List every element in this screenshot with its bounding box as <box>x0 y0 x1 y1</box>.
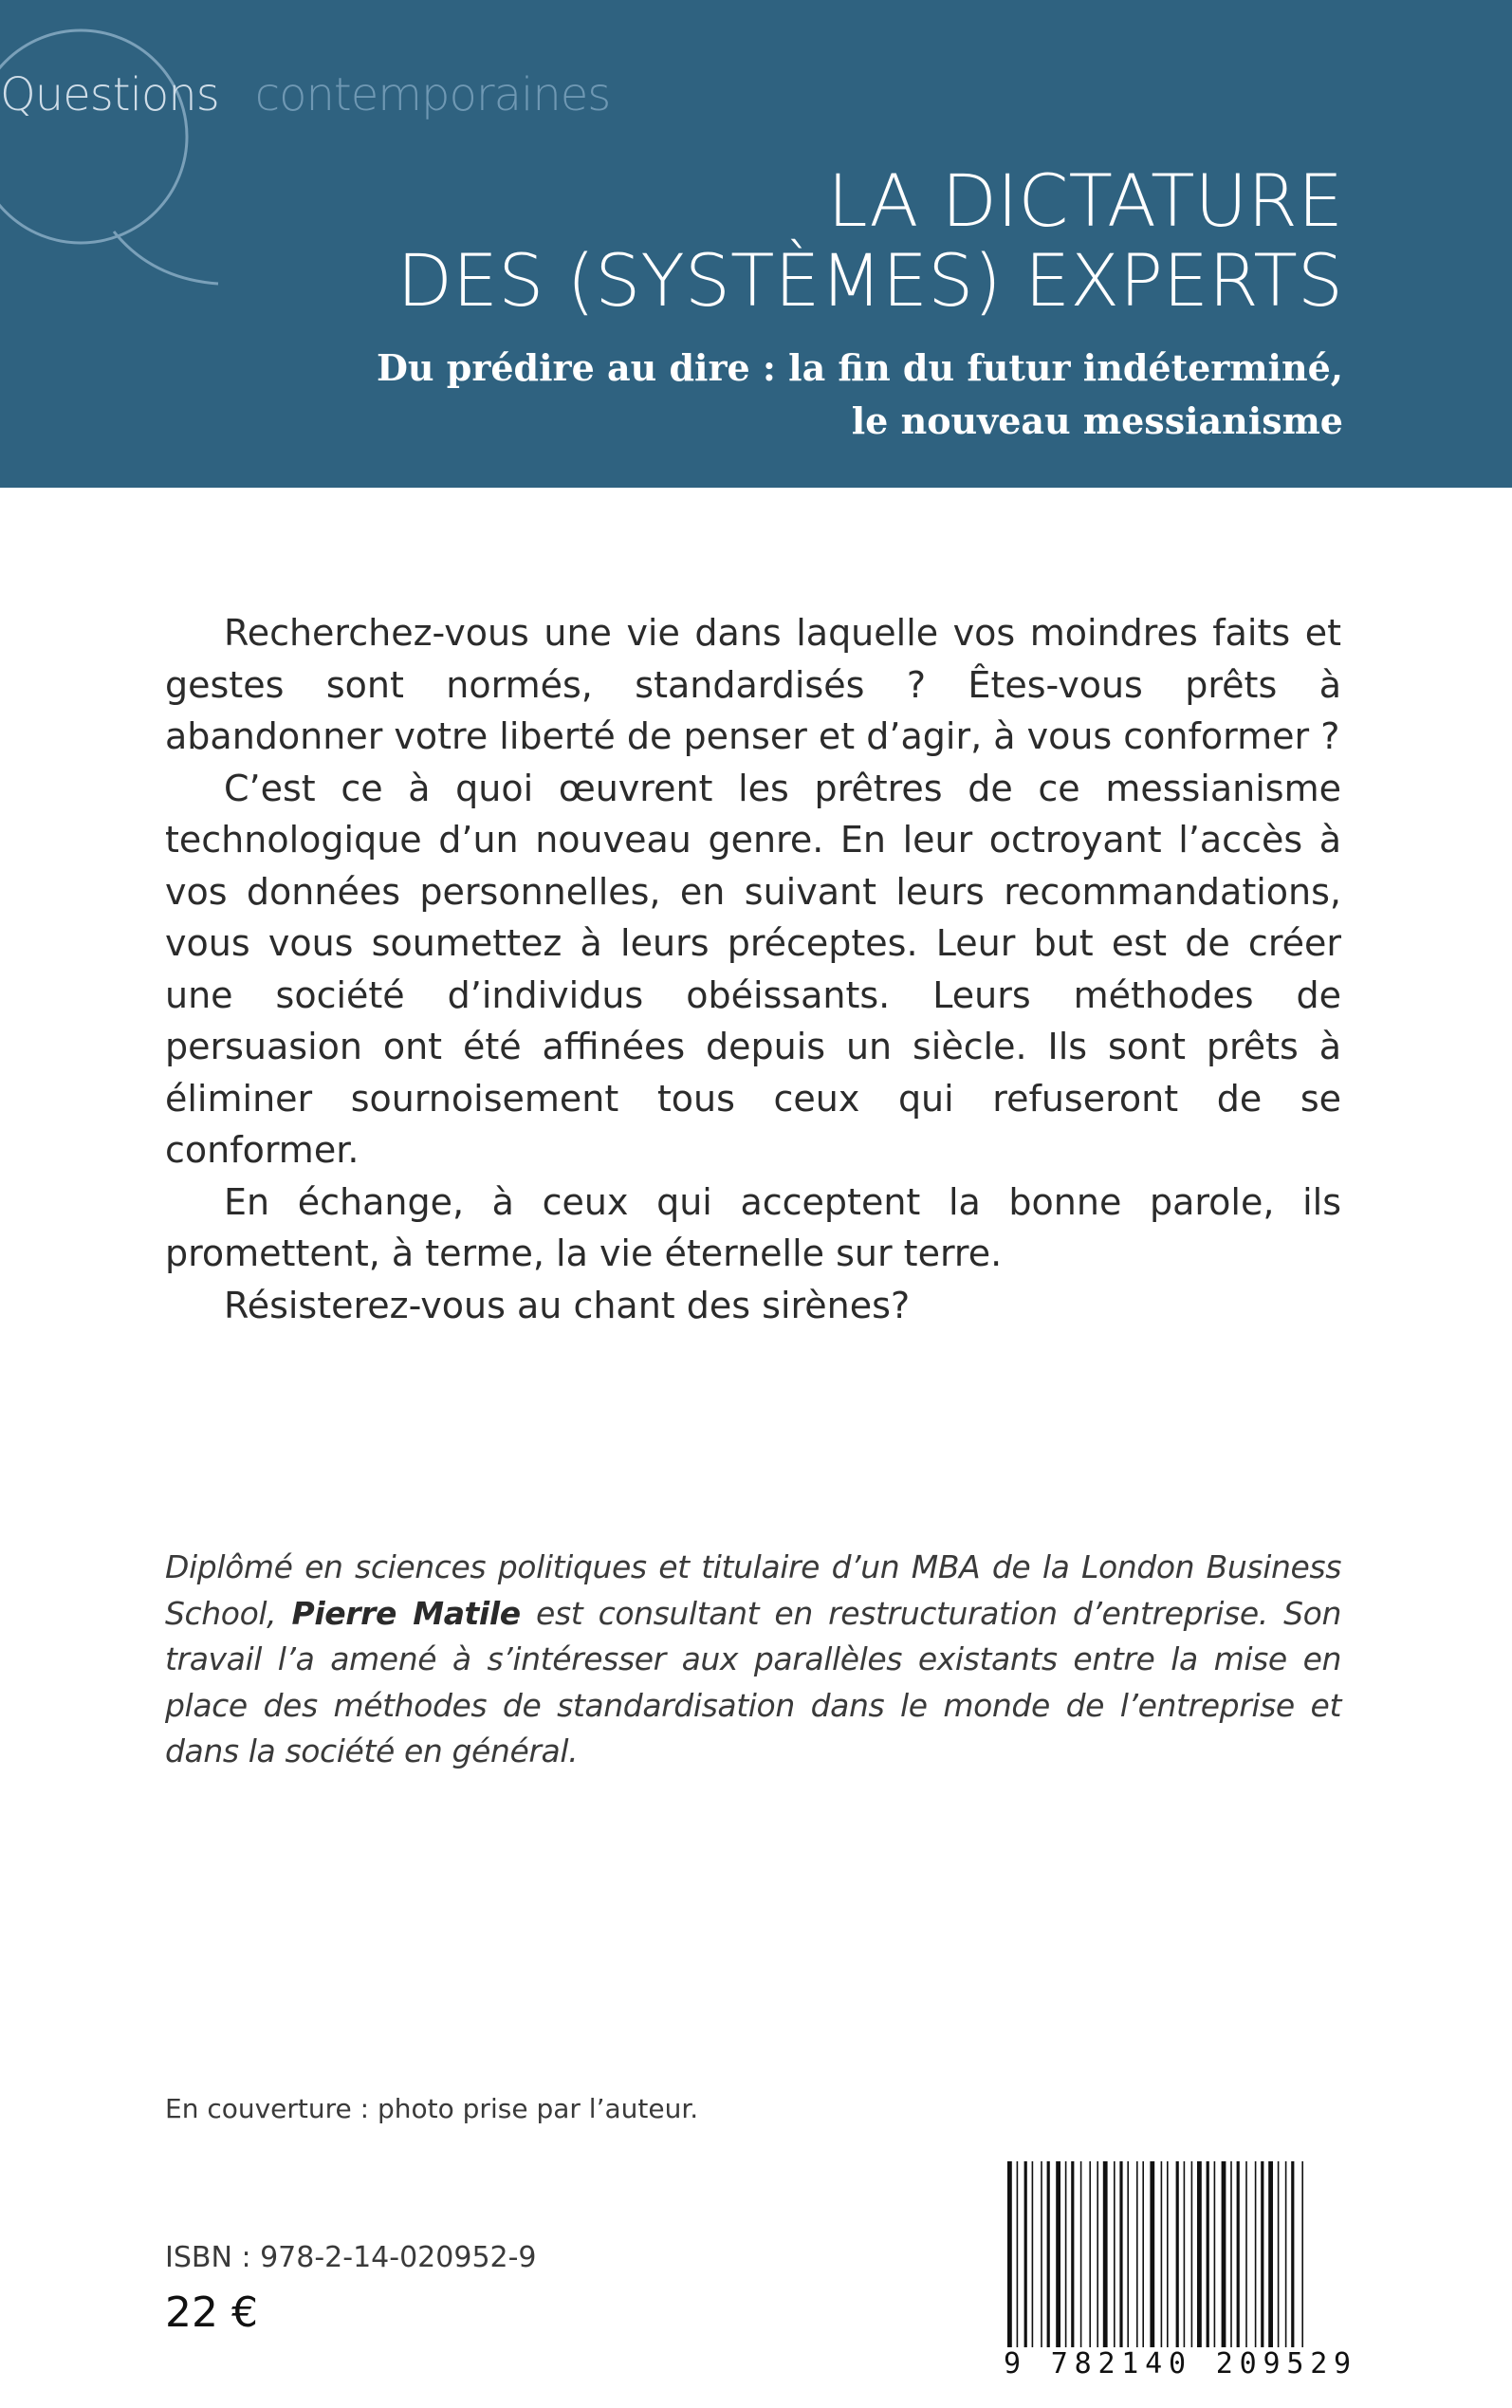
author-name: Pierre Matile <box>291 1594 521 1632</box>
author-bio-rest: est consultant en restructuration d’entreprise. Son travail l’a amené à s’intéresser aux parallèles existants entre la mise en place des méthodes de standardisation dans le monde de l’entreprise et dans la société en général. <box>165 1594 1341 1769</box>
series-name-word1: Questions <box>0 68 219 121</box>
blurb-paragraph: C’est ce à quoi œuvrent les prêtres de ce messianisme technologique d’un nouveau genre. En leur octroyant l’accès à vos données personnelles, en suivant leurs recommandations, vous vous soumettez à leurs préceptes. Leur but est de créer une société d’individus obéissants. Leurs méthodes de persuasion ont été affinées depuis un siècle. Ils sont prêts à éliminer sournoisement tous ceux qui refuseront de se conformer. <box>165 767 1341 1171</box>
barcode-bars-icon <box>1004 2161 1330 2347</box>
barcode <box>1004 2161 1357 2385</box>
blurb-paragraph: En échange, à ceux qui acceptent la bonne parole, ils promettent, à terme, la vie éternelle sur terre. <box>165 1180 1341 1274</box>
author-bio <box>165 1545 1341 1775</box>
series-q-logo-icon <box>0 0 237 298</box>
header-band <box>0 0 1512 488</box>
book-subtitle <box>377 342 1343 448</box>
isbn-number: ISBN : 978-2-14-020952-9 <box>165 2241 537 2274</box>
blurb-paragraph: Résisterez-vous au chant des sirènes? <box>224 1284 911 1326</box>
cover-credit: En couverture : photo prise par l’auteur. <box>165 2093 699 2124</box>
back-cover-blurb <box>165 607 1341 1331</box>
book-title <box>396 158 1343 323</box>
book-subtitle-line1: Du prédire au dire : la fin du futur indéterminé, <box>376 346 1343 389</box>
book-title-line2: DES (SYSTÈMES) EXPERTS <box>396 238 1343 323</box>
barcode-digits: 9 782140 209529 <box>1004 2347 1357 2380</box>
series-name <box>0 68 610 121</box>
book-title-line1: LA DICTATURE <box>827 158 1343 243</box>
blurb-paragraph: Recherchez-vous une vie dans laquelle vos moindres faits et gestes sont normés, standardisés ? Êtes-vous prêts à abandonner votre liberté de penser et d’agir, à vous conformer ? <box>165 612 1341 757</box>
price: 22 € <box>165 2288 258 2337</box>
series-name-word2: contemporaines <box>254 68 611 121</box>
author-bio-intro: Diplômé en sciences politiques et titulaire d’un MBA de la London Business School, <box>165 1548 1341 1632</box>
book-subtitle-line2: le nouveau messianisme <box>851 399 1343 442</box>
